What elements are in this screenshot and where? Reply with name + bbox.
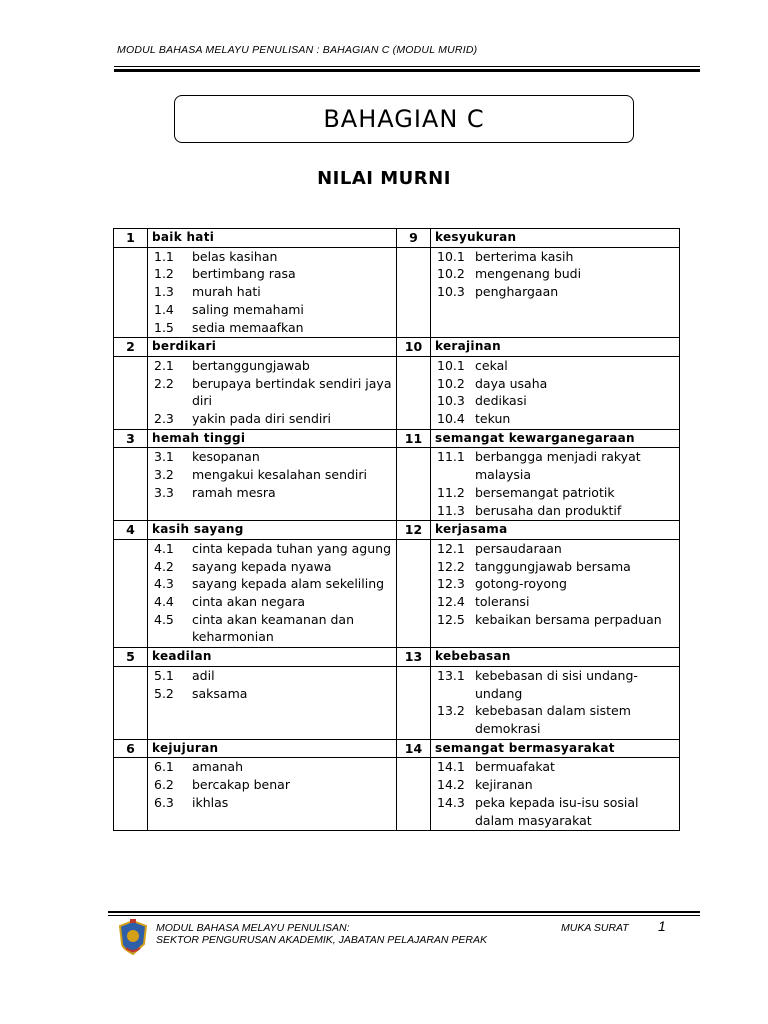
value-item-text: saling memahami bbox=[192, 301, 304, 317]
value-item-text: kejiranan bbox=[475, 777, 533, 793]
value-item bbox=[154, 375, 392, 410]
value-item-text: bercakap benar bbox=[192, 777, 290, 793]
value-item bbox=[154, 685, 392, 703]
value-body-row bbox=[114, 539, 680, 647]
value-item-code: 6.3 bbox=[154, 794, 174, 810]
value-item-text: bertimbang rasa bbox=[192, 266, 296, 282]
value-items-cell bbox=[148, 356, 397, 429]
value-item-text: sayang kepada alam sekeliling bbox=[192, 576, 385, 592]
section-title-box bbox=[174, 95, 634, 143]
value-item-code: 10.3 bbox=[437, 393, 465, 409]
value-category: semangat kewarganegaraan bbox=[431, 429, 680, 448]
footer-page-label: MUKA SURAT bbox=[561, 922, 629, 934]
value-item-code: 12.2 bbox=[437, 558, 465, 574]
footer-line-2: SEKTOR PENGURUSAN AKADEMIK, JABATAN PELAJARAN PERAK bbox=[156, 934, 488, 946]
value-item-code: 4.2 bbox=[154, 558, 174, 574]
value-body-row bbox=[114, 758, 680, 831]
number-cell-blank bbox=[397, 247, 431, 338]
value-category: kesyukuran bbox=[431, 229, 680, 248]
value-item-text: belas kasihan bbox=[192, 248, 278, 264]
value-item-code: 11.2 bbox=[437, 484, 465, 500]
value-item bbox=[154, 448, 392, 466]
value-item bbox=[437, 484, 675, 502]
value-item-code: 2.3 bbox=[154, 411, 174, 427]
value-item bbox=[154, 667, 392, 685]
value-item-text: kebebasan dalam sistem demokrasi bbox=[475, 703, 631, 736]
value-item bbox=[437, 448, 675, 483]
value-item bbox=[437, 702, 675, 737]
value-item-text: cinta akan negara bbox=[192, 594, 306, 610]
value-category: baik hati bbox=[148, 229, 397, 248]
value-item-text: berusaha dan produktif bbox=[475, 502, 622, 518]
number-cell-blank bbox=[397, 448, 431, 521]
value-item-text: dedikasi bbox=[475, 393, 527, 409]
number-cell-blank bbox=[397, 758, 431, 831]
value-item-code: 4.5 bbox=[154, 611, 174, 627]
value-item bbox=[437, 265, 675, 283]
footer-rule-thick bbox=[108, 911, 700, 913]
value-item-text: kebebasan di sisi undang-undang bbox=[475, 667, 638, 701]
value-category: hemah tinggi bbox=[148, 429, 397, 448]
value-item-text: ikhlas bbox=[192, 794, 229, 810]
value-item bbox=[154, 410, 392, 428]
value-item-text: sedia memaafkan bbox=[192, 319, 304, 335]
value-items-cell bbox=[431, 448, 680, 521]
value-category: keadilan bbox=[148, 648, 397, 667]
number-cell-blank bbox=[397, 356, 431, 429]
value-item bbox=[437, 392, 675, 410]
value-number: 11 bbox=[397, 429, 431, 448]
value-item-text: daya usaha bbox=[475, 375, 548, 391]
value-item-text: bersemangat patriotik bbox=[475, 484, 615, 500]
value-item-code: 11.1 bbox=[437, 449, 465, 465]
number-cell-blank bbox=[114, 356, 148, 429]
value-item-text: bermuafakat bbox=[475, 759, 555, 775]
value-item bbox=[437, 593, 675, 611]
value-item-code: 10.2 bbox=[437, 375, 465, 391]
value-item bbox=[154, 301, 392, 319]
value-item-text: persaudaraan bbox=[475, 540, 562, 556]
value-item bbox=[154, 575, 392, 593]
value-item-code: 1.5 bbox=[154, 319, 174, 335]
value-items-cell bbox=[148, 758, 397, 831]
value-body-row bbox=[114, 247, 680, 338]
value-item bbox=[437, 611, 675, 629]
value-item-text: berbangga menjadi rakyat malaysia bbox=[475, 449, 641, 483]
number-cell-blank bbox=[397, 539, 431, 647]
value-number: 9 bbox=[397, 229, 431, 248]
value-header-row bbox=[114, 739, 680, 758]
value-item-code: 1.3 bbox=[154, 284, 174, 300]
value-item bbox=[154, 611, 392, 646]
value-items-cell bbox=[431, 666, 680, 739]
value-item-text: tanggungjawab bersama bbox=[475, 558, 631, 574]
value-items-cell bbox=[148, 539, 397, 647]
value-item-code: 14.3 bbox=[437, 794, 465, 810]
value-item-code: 1.2 bbox=[154, 266, 174, 282]
value-item bbox=[154, 484, 392, 502]
value-item-text: cinta kepada tuhan yang agung bbox=[192, 540, 392, 556]
value-category: kerajinan bbox=[431, 338, 680, 357]
value-item bbox=[437, 357, 675, 375]
value-item-code: 12.5 bbox=[437, 611, 465, 627]
value-item-text: gotong-royong bbox=[475, 576, 567, 592]
value-category: semangat bermasyarakat bbox=[431, 739, 680, 758]
value-item-text: mengenang budi bbox=[475, 266, 582, 282]
value-item bbox=[437, 410, 675, 428]
number-cell-blank bbox=[114, 758, 148, 831]
footer-line-1: MODUL BAHASA MELAYU PENULISAN: bbox=[156, 922, 350, 934]
value-item bbox=[154, 558, 392, 576]
number-cell-blank bbox=[114, 539, 148, 647]
value-category: kasih sayang bbox=[148, 521, 397, 540]
value-item bbox=[154, 540, 392, 558]
value-item-code: 10.2 bbox=[437, 266, 465, 282]
value-item bbox=[437, 248, 675, 266]
value-item bbox=[437, 667, 675, 702]
value-item-code: 14.2 bbox=[437, 777, 465, 793]
value-item-text: cinta akan keamanan dan keharmonian bbox=[192, 611, 355, 645]
section-subtitle: NILAI MURNI bbox=[317, 168, 451, 189]
value-header-row bbox=[114, 338, 680, 357]
value-item bbox=[437, 776, 675, 794]
value-item-code: 1.4 bbox=[154, 301, 174, 317]
value-item-code: 1.1 bbox=[154, 248, 174, 264]
value-item-code: 5.2 bbox=[154, 685, 174, 701]
value-item-text: amanah bbox=[192, 759, 244, 775]
value-item-code: 3.1 bbox=[154, 449, 174, 465]
value-item bbox=[154, 593, 392, 611]
footer-text bbox=[156, 922, 487, 946]
value-item-text: ramah mesra bbox=[192, 484, 276, 500]
value-item-code: 6.1 bbox=[154, 759, 174, 775]
value-header-row bbox=[114, 521, 680, 540]
value-header-row bbox=[114, 429, 680, 448]
header-rule-thick bbox=[114, 69, 700, 72]
value-item bbox=[437, 794, 675, 829]
value-item-code: 5.1 bbox=[154, 667, 174, 683]
value-item bbox=[154, 794, 392, 812]
value-item bbox=[437, 558, 675, 576]
value-number: 6 bbox=[114, 739, 148, 758]
state-crest-logo bbox=[116, 918, 150, 956]
value-category: berdikari bbox=[148, 338, 397, 357]
value-header-row bbox=[114, 229, 680, 248]
value-item-text: tekun bbox=[475, 411, 511, 427]
value-item-code: 13.1 bbox=[437, 667, 465, 683]
value-item bbox=[154, 776, 392, 794]
value-item-code: 6.2 bbox=[154, 777, 174, 793]
number-cell-blank bbox=[114, 448, 148, 521]
value-item-text: bertanggungjawab bbox=[192, 357, 310, 373]
value-items-cell bbox=[148, 247, 397, 338]
values-table bbox=[113, 228, 680, 831]
value-items-cell bbox=[431, 356, 680, 429]
value-item bbox=[437, 375, 675, 393]
value-item bbox=[154, 319, 392, 337]
value-item bbox=[154, 248, 392, 266]
value-item-text: yakin pada diri sendiri bbox=[192, 411, 331, 427]
value-item-code: 3.2 bbox=[154, 467, 174, 483]
number-cell-blank bbox=[397, 666, 431, 739]
value-header-row bbox=[114, 648, 680, 667]
value-category: kerjasama bbox=[431, 521, 680, 540]
value-item-code: 4.3 bbox=[154, 576, 174, 592]
value-item-code: 14.1 bbox=[437, 759, 465, 775]
value-item-code: 3.3 bbox=[154, 484, 174, 500]
value-items-cell bbox=[431, 247, 680, 338]
value-number: 14 bbox=[397, 739, 431, 758]
footer-page-number: 1 bbox=[658, 918, 666, 934]
value-number: 5 bbox=[114, 648, 148, 667]
value-item bbox=[154, 265, 392, 283]
value-item bbox=[437, 575, 675, 593]
value-items-cell bbox=[431, 539, 680, 647]
value-number: 2 bbox=[114, 338, 148, 357]
value-items-cell bbox=[148, 666, 397, 739]
value-category: kejujuran bbox=[148, 739, 397, 758]
value-item bbox=[437, 758, 675, 776]
number-cell-blank bbox=[114, 666, 148, 739]
value-item-text: berupaya bertindak sendiri jaya diri bbox=[192, 375, 392, 409]
value-item-code: 2.2 bbox=[154, 375, 174, 391]
value-item-code: 4.1 bbox=[154, 540, 174, 556]
value-item-text: toleransi bbox=[475, 594, 530, 610]
value-body-row bbox=[114, 356, 680, 429]
value-item-code: 4.4 bbox=[154, 594, 174, 610]
value-item bbox=[154, 357, 392, 375]
value-item bbox=[437, 540, 675, 558]
value-item-code: 12.1 bbox=[437, 540, 465, 556]
value-item-text: adil bbox=[192, 667, 215, 683]
value-item-code: 2.1 bbox=[154, 357, 174, 373]
value-body-row bbox=[114, 666, 680, 739]
value-item-code: 10.3 bbox=[437, 284, 465, 300]
value-item-code: 13.2 bbox=[437, 703, 465, 719]
value-category: kebebasan bbox=[431, 648, 680, 667]
value-items-cell bbox=[431, 758, 680, 831]
value-item-code: 10.1 bbox=[437, 248, 465, 264]
value-item-code: 12.3 bbox=[437, 576, 465, 592]
value-item-text: berterima kasih bbox=[475, 248, 574, 264]
value-item-text: sayang kepada nyawa bbox=[192, 558, 332, 574]
running-header: MODUL BAHASA MELAYU PENULISAN : BAHAGIAN C (MODUL MURID) bbox=[117, 44, 478, 56]
value-item bbox=[437, 283, 675, 301]
value-item bbox=[154, 758, 392, 776]
value-item bbox=[437, 502, 675, 520]
value-item bbox=[154, 283, 392, 301]
value-item-text: cekal bbox=[475, 357, 508, 373]
footer-rule-thin bbox=[108, 915, 700, 916]
value-number: 13 bbox=[397, 648, 431, 667]
value-item-code: 11.3 bbox=[437, 502, 465, 518]
value-item-text: penghargaan bbox=[475, 284, 559, 300]
value-item-text: kesopanan bbox=[192, 449, 260, 465]
value-item-code: 10.4 bbox=[437, 411, 465, 427]
header-rule-thin bbox=[114, 66, 700, 67]
value-body-row bbox=[114, 448, 680, 521]
value-item-text: murah hati bbox=[192, 284, 261, 300]
value-items-cell bbox=[148, 448, 397, 521]
value-number: 4 bbox=[114, 521, 148, 540]
value-item-text: mengakui kesalahan sendiri bbox=[192, 467, 368, 483]
value-item-code: 12.4 bbox=[437, 594, 465, 610]
value-item-text: kebaikan bersama perpaduan bbox=[475, 611, 662, 627]
value-number: 3 bbox=[114, 429, 148, 448]
value-number: 10 bbox=[397, 338, 431, 357]
value-item-text: peka kepada isu-isu sosial dalam masyarakat bbox=[475, 794, 639, 828]
value-item-text: saksama bbox=[192, 685, 248, 701]
number-cell-blank bbox=[114, 247, 148, 338]
value-number: 1 bbox=[114, 229, 148, 248]
value-item-code: 10.1 bbox=[437, 357, 465, 373]
value-number: 12 bbox=[397, 521, 431, 540]
value-item bbox=[154, 466, 392, 484]
section-title: BAHAGIAN C bbox=[323, 105, 485, 133]
